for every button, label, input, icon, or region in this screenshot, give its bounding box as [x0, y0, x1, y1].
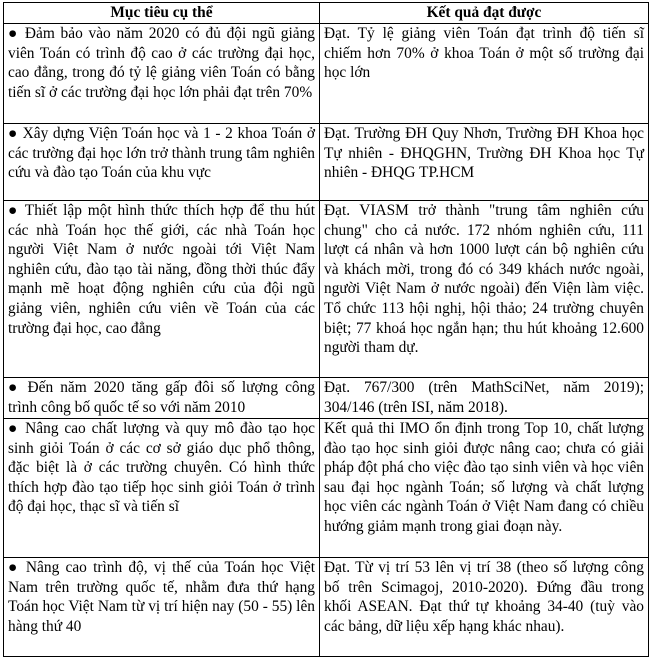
table-row: [4, 201, 649, 378]
goal-cell: ● Xây dựng Viện Toán học và 1 - 2 khoa Toán ở các trường đại học lớn trở thành trung tâm nghiên cứu và đào tạo Toán của khu vực: [4, 124, 320, 201]
table-row: [4, 558, 649, 657]
result-cell: Kết quả thi IMO ổn định trong Top 10, chất lượng đào tạo học sinh giỏi được nâng cao; chưa có giải pháp đột phá cho việc đào tạo sinh viên và học viên sau đại học ngành Toán; số lượng và chất lượng học viên các ngành Toán ở Việt Nam đang có chiều hướng giảm mạnh trong giai đoạn này.: [320, 419, 649, 558]
table-row: [4, 419, 649, 558]
table-row: [4, 24, 649, 124]
goal-cell: ● Nâng cao trình độ, vị thế của Toán học Việt Nam trên trường quốc tế, nhằm đưa thứ hạng Toán học Việt Nam từ vị trí hiện nay (50 - 55) lên hàng thứ 40: [4, 558, 320, 657]
result-cell: Đạt. Trường ĐH Quy Nhơn, Trường ĐH Khoa học Tự nhiên - ĐHQGHN, Trường ĐH Khoa học Tự nhiên - ĐHQG TP.HCM: [320, 124, 649, 201]
goal-cell: ● Nâng cao chất lượng và quy mô đào tạo học sinh giỏi Toán ở các cơ sở giáo dục phổ thông, đặc biệt là ở các trường chuyên. Có hình thức thích hợp đào tạo tiếp học sinh giỏi Toán ở trình độ đại học, thạc sĩ và tiến sĩ: [4, 419, 320, 558]
header-result: Kết quả đạt được: [320, 3, 649, 24]
table-row: [4, 378, 649, 419]
result-cell: Đạt. Từ vị trí 53 lên vị trí 38 (theo số lượng công bố trên Scimagoj, 2010-2020). Đứng đầu trong khối ASEAN. Đạt thứ tự khoảng 34-40 (tuỳ vào các bảng, dữ liệu xếp hạng khác nhau).: [320, 558, 649, 657]
goal-cell: ● Đến năm 2020 tăng gấp đôi số lượng công trình công bố quốc tế so với năm 2010: [4, 378, 320, 419]
header-row: [4, 3, 649, 24]
table-row: [4, 124, 649, 201]
result-cell: Đạt. Tỷ lệ giảng viên Toán đạt trình độ tiến sĩ chiếm hơn 70% ở khoa Toán ở một số trường đại học lớn: [320, 24, 649, 124]
result-cell: Đạt. VIASM trở thành "trung tâm nghiên cứu chung" cho cả nước. 172 nhóm nghiên cứu, 111 lượt cá nhân và hơn 1000 lượt cán bộ nghiên cứu và khách mời, trong đó có 349 khách nước ngoài, người Việt Nam ở nước ngoài) đến Viện làm việc. Tổ chức 113 hội nghị, hội thảo; 24 trường chuyên biệt; 77 khoá học ngắn hạn; thu hút khoảng 12.600 người tham dự.: [320, 201, 649, 378]
goal-cell: ● Thiết lập một hình thức thích hợp để thu hút các nhà Toán học thế giới, các nhà Toán học người Việt Nam ở nước ngoài tới Việt Nam nghiên cứu, đào tạo tài năng, đồng thời thúc đẩy mạnh mẽ hoạt động nghiên cứu của đội ngũ giảng viên, nghiên cứu viên về Toán của các trường đại học, cao đẳng: [4, 201, 320, 378]
result-cell: Đạt. 767/300 (trên MathSciNet, năm 2019); 304/146 (trên ISI, năm 2018).: [320, 378, 649, 419]
goals-results-table: [3, 2, 649, 657]
header-goal: Mục tiêu cụ thể: [4, 3, 320, 24]
goal-cell: ● Đảm bảo vào năm 2020 có đủ đội ngũ giảng viên Toán có trình độ cao ở các trường đại học, cao đẳng, trong đó tỷ lệ giảng viên Toán có bằng tiến sĩ ở các trường đại học lớn phải đạt trên 70%: [4, 24, 320, 124]
